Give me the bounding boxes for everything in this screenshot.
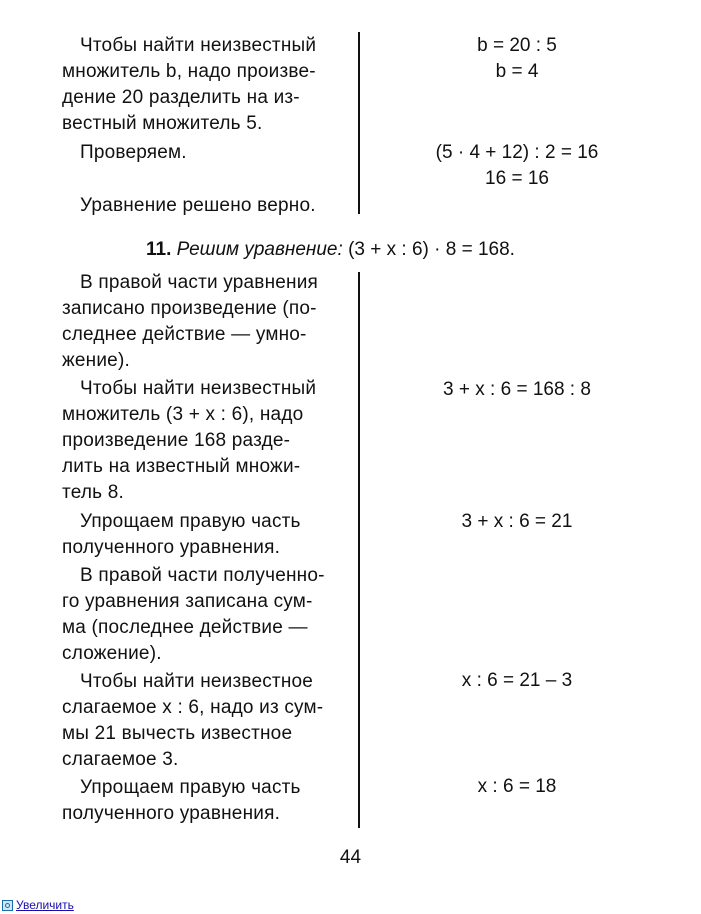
text-line: множитель (3 + x : 6), надо	[62, 404, 304, 425]
text-line: Чтобы найти неизвестное	[80, 671, 314, 692]
text-line: лить на известный множи-	[62, 456, 301, 477]
text-line: произведение 168 разде-	[62, 430, 291, 451]
text-line: В правой части полученно-	[80, 565, 325, 586]
text-line: вестный множитель 5.	[62, 113, 263, 134]
text-line: дение 20 разделить на из-	[62, 87, 300, 108]
task-equation: (3 + x : 6) · 8 = 168.	[348, 239, 515, 260]
text-line: полученного уравнения.	[62, 803, 281, 824]
equation-line: 3 + x : 6 = 21	[461, 511, 573, 532]
text-line: В правой части уравнения	[80, 272, 319, 293]
zoom-link[interactable]	[2, 898, 74, 912]
equation-line: b = 4	[495, 61, 539, 82]
task-label: Решим уравнение:	[176, 239, 343, 260]
text-line: слагаемое 3.	[62, 749, 179, 770]
task-number: 11.	[146, 239, 172, 260]
text-line: записано произведение (по-	[62, 298, 317, 319]
text-line: ма (последнее действие —	[62, 617, 308, 638]
text-line: тель 8.	[62, 482, 124, 503]
task-heading	[146, 237, 515, 263]
text-line: множитель b, надо произве-	[62, 61, 316, 82]
column-divider	[358, 272, 360, 828]
text-line: Упрощаем правую часть	[80, 511, 301, 532]
magnifier-icon	[2, 900, 13, 911]
equation-line: x : 6 = 18	[477, 776, 557, 797]
text-line: мы 21 вычесть известное	[62, 723, 293, 744]
text-line: полученного уравнения.	[62, 537, 281, 558]
equation-line: (5 · 4 + 12) : 2 = 16	[435, 142, 599, 163]
equation-line: b = 20 : 5	[477, 35, 557, 56]
text-line: жение).	[62, 350, 130, 371]
zoom-link-label: Увеличить	[16, 898, 74, 912]
text-line: Проверяем.	[80, 142, 187, 163]
equation-line: 16 = 16	[485, 168, 549, 189]
text-line: Чтобы найти неизвестный	[80, 378, 317, 399]
text-line: сложение).	[62, 643, 162, 664]
text-line: Чтобы найти неизвестный	[80, 35, 317, 56]
text-line: Уравнение решено верно.	[80, 195, 316, 216]
equation-line: 3 + x : 6 = 168 : 8	[443, 379, 591, 400]
equation-line: x : 6 = 21 – 3	[461, 670, 573, 691]
text-line: го уравнения записана сум-	[62, 591, 313, 612]
text-line: Упрощаем правую часть	[80, 777, 301, 798]
page-number: 44	[339, 847, 362, 868]
text-line: следнее действие — умно-	[62, 324, 307, 345]
text-line: слагаемое x : 6, надо из сум-	[62, 697, 324, 718]
